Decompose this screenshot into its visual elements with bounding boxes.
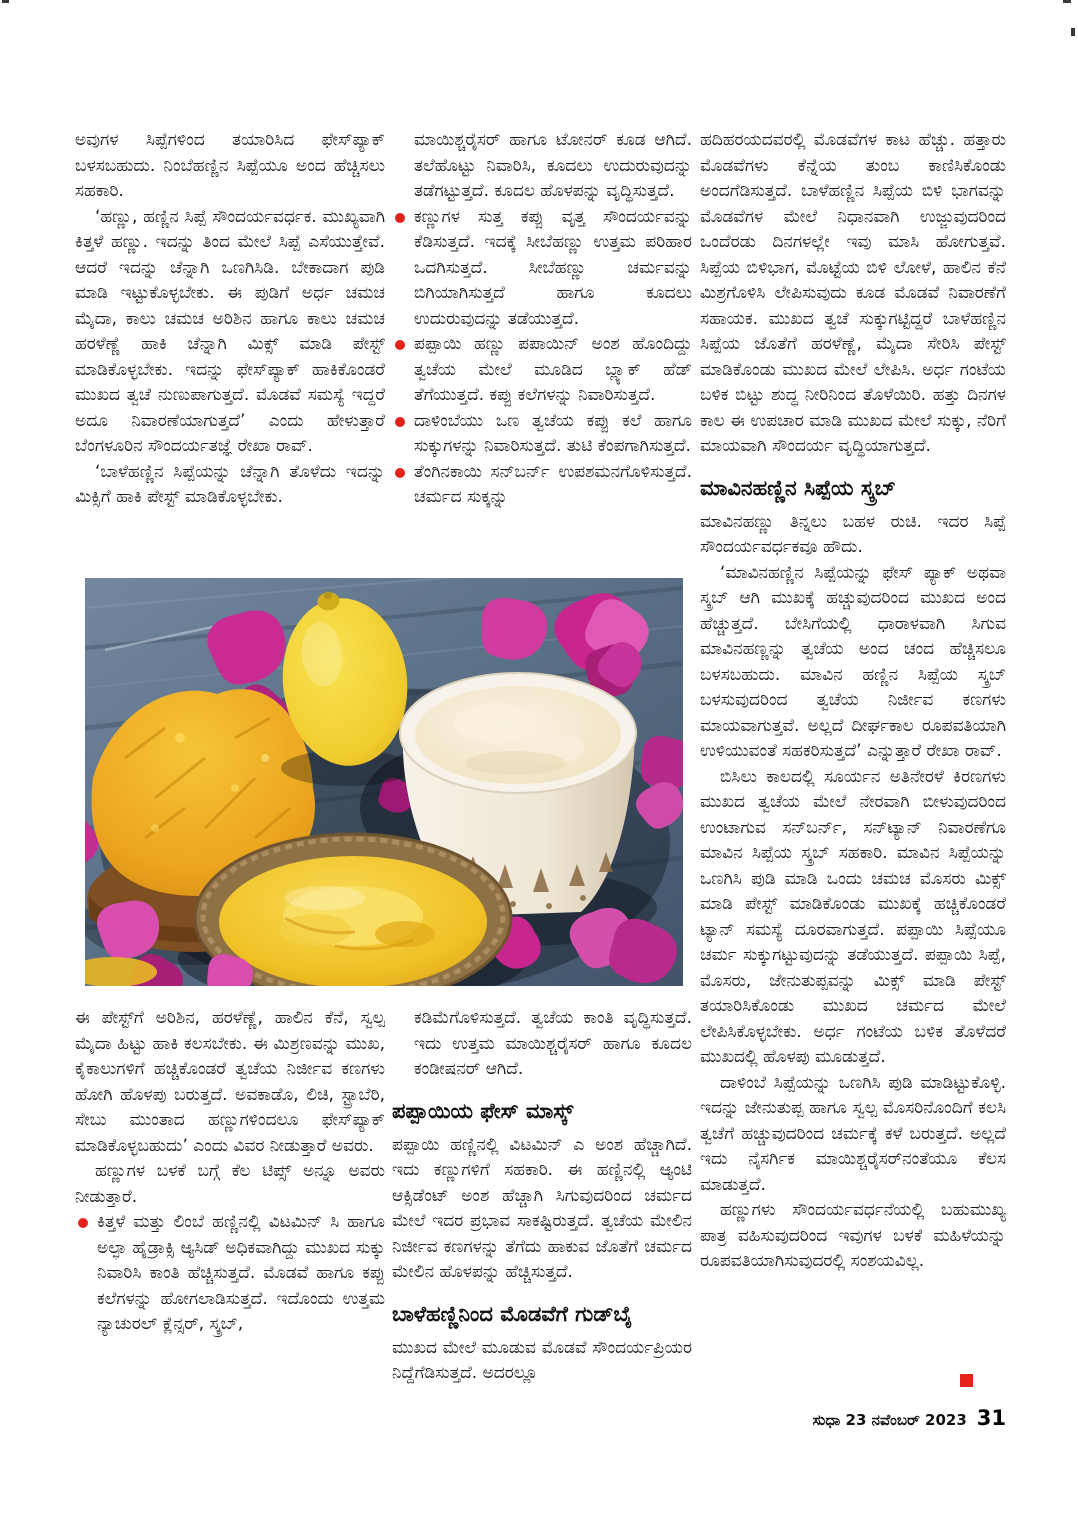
body-paragraph: ಹದಿಹರಯದವರಲ್ಲಿ ಮೊಡವೆಗಳ ಕಾಟ ಹೆಚ್ಚು. ಹತ್ತಾರು ಮೊಡವೆಗಳು ಕೆನ್ನೆಯ ತುಂಬ ಕಾಣಿಸಿಕೊಂಡು ಅಂದಗೆಡಿಸುತ್ತದೆ. ಬಾಳೆಹಣ್ಣಿನ ಸಿಪ್ಪೆಯ ಬಿಳಿ ಭಾಗವನ್ನು ಮೊಡವೆಗಳ ಮೇಲೆ ನಿಧಾನವಾಗಿ ಉಜ್ಜುವುದರಿಂದ ಒಂದೆರಡು ದಿನಗಳಲ್ಲೇ ಇವು ಮಾಸಿ ಹೋಗುತ್ತವೆ. ಸಿಪ್ಪೆಯ ಬಿಳಿಭಾಗ, ಮೊಟ್ಟೆಯ ಬಿಳಿ ಲೋಳೆ, ಹಾಲಿನ ಕೆನೆ ಮಿಶ್ರಗೊಳಿಸಿ ಲೇಪಿಸುವುದು ಕೂಡ ಮೊಡವೆ ನಿವಾರಣೆಗೆ ಸಹಾಯಕ. ಮುಖದ ತ್ವಚೆ ಸುಕ್ಕುಗಟ್ಟಿದ್ದರೆ ಬಾಳೆಹಣ್ಣಿನ ಸಿಪ್ಪೆಯ ಜೊತೆಗೆ ಹರಳೆಣ್ಣೆ, ಮೈದಾ ಸೇರಿಸಿ ಪೇಸ್ಟ್ ಮಾಡಿಕೊಂಡು ಮುಖದ ಮೇಲೆ ಲೇಪಿಸಿ. ಅರ್ಧ ಗಂಟೆಯ ಬಳಿಕ ಬಿಟ್ಟು ಶುದ್ಧ ನೀರಿನಿಂದ ತೊಳೆಯಿರಿ. ಹತ್ತು ದಿನಗಳ ಕಾಲ ಈ ಉಪಚಾರ ಮಾಡಿ ಮುಖದ ಮೇಲೆ ಸುಕ್ಕು, ನೆರಿಗೆ ಮಾಯವಾಗಿ ಸೌಂದರ್ಯ ವೃದ್ಧಿಯಾಗುತ್ತದೆ. (700, 130, 1006, 456)
column-left-bottom (75, 1006, 385, 1418)
bullet-item (392, 332, 692, 409)
bullet-text: ಕಿತ್ತಳೆ ಮತ್ತು ಲಿಂಬೆ ಹಣ್ಣಿನಲ್ಲಿ ವಿಟಮಿನ್ ಸಿ ಹಾಗೂ ಅಲ್ಫಾ ಹೈಡ್ರಾಕ್ಸಿ ಆ್ಯಸಿಡ್ ಅಧಿಕವಾಗಿದ್ದು ಮುಖದ ಸುಕ್ಕು ನಿವಾರಿಸಿ ಕಾಂತಿ ಹೆಚ್ಚಿಸುತ್ತದೆ. ಮೊಡವೆ ಹಾಗೂ ಕಪ್ಪು ಕಲೆಗಳನ್ನು ಹೋಗಲಾಡಿಸುತ್ತದೆ. ಇದೊಂದು ಉತ್ತಮ ನ್ಯಾಚುರಲ್ ಕ್ಲೆನ್ಸರ್, ಸ್ಕ್ರಬ್, (97, 1212, 385, 1334)
bullet-dot-icon (395, 213, 405, 223)
bullet-text: ತೆಂಗಿನಕಾಯಿ ಸನ್‌ಬರ್ನ್ ಉಪಶಮನಗೊಳಿಸುತ್ತದೆ. ಚರ್ಮದ ಸುಕ್ಕನ್ನು (414, 461, 692, 507)
body-paragraph: ಹಣ್ಣುಗಳು ಸೌಂದರ್ಯವರ್ಧನೆಯಲ್ಲಿ ಬಹುಮುಖ್ಯ ಪಾತ್ರ ವಹಿಸುವುದರಿಂದ ಇವುಗಳ ಬಳಕೆ ಮಹಿಳೆಯನ್ನು ರೂಪವತಿಯಾಗಿಸುವುದರಲ್ಲಿ ಸಂಶಯವಿಲ್ಲ. (700, 1200, 1006, 1271)
body-paragraph: ಬಿಸಿಲು ಕಾಲದಲ್ಲಿ ಸೂರ್ಯನ ಅತಿನೇರಳೆ ಕಿರಣಗಳು ಮುಖದ ತ್ವಚೆಯ ಮೇಲೆ ನೇರವಾಗಿ ಬೀಳುವುದರಿಂದ ಉಂಟಾಗುವ ಸನ್‌ಬರ್ನ್, ಸನ್‌ಟ್ಯಾನ್ ನಿವಾರಣೆಗೂ ಮಾವಿನ ಸಿಪ್ಪೆಯ ಸ್ಕ್ರಬ್ ಸಹಕಾರಿ. ಮಾವಿನ ಸಿಪ್ಪೆಯನ್ನು ಒಣಗಿಸಿ ಪುಡಿ ಮಾಡಿ ಒಂದು ಚಮಚ ಮೊಸರು ಮಿಕ್ಸ್ ಮಾಡಿ ಪೇಸ್ಟ್ ಮಾಡಿಕೊಂಡು ಮುಖಕ್ಕೆ ಹಚ್ಚಿಕೊಂಡರೆ ಟ್ಯಾನ್ ಸಮಸ್ಯೆ ದೂರವಾಗುತ್ತದೆ. ಪಪ್ಪಾಯಿ ಸಿಪ್ಪೆಯೂ ಚರ್ಮ ಸುಕ್ಕುಗಟ್ಟುವುದನ್ನು ತಡೆಯುತ್ತದೆ. ಪಪ್ಪಾಯಿ ಸಿಪ್ಪೆ, ಮೊಸರು, ಜೇನುತುಪ್ಪವನ್ನು ಮಿಕ್ಸ್ ಮಾಡಿ ಪೇಸ್ಟ್ ತಯಾರಿಸಿಕೊಂಡು ಮುಖದ ಚರ್ಮದ ಮೇಲೆ ಲೇಪಿಸಿಕೊಳ್ಳಬೇಕು. ಅರ್ಧ ಗಂಟೆಯ ಬಳಿಕ ತೊಳೆದರೆ ಮುಖದಲ್ಲಿ ಹೊಳಪು ಮೂಡುತ್ತದೆ. (700, 766, 1006, 1067)
column-left-top (75, 128, 385, 578)
footer-magazine-date: ಸುಧಾ 23 ನವೆಂಬರ್ 2023 (812, 1411, 967, 1429)
crop-mark (2, 0, 9, 3)
bullet-dot-icon (395, 340, 405, 350)
bullet-dot-icon (395, 468, 405, 478)
bullet-item (75, 1210, 385, 1338)
section-heading-banana-pimple-goodbye: ಬಾಳೆಹಣ್ಣಿನಿಂದ ಮೊಡವೆಗೆ ಗುಡ್‌ಬೈ (392, 1301, 633, 1326)
body-paragraph: ಹಣ್ಣುಗಳ ಬಳಕೆ ಬಗ್ಗೆ ಕೆಲ ಟಿಪ್ಸ್ ಅನ್ನೂ ಅವರು ನೀಡುತ್ತಾರೆ. (75, 1161, 385, 1207)
body-paragraph: ಈ ಪೇಸ್ಟ್‌ಗೆ ಅರಿಶಿನ, ಹರಳೆಣ್ಣೆ, ಹಾಲಿನ ಕೆನೆ, ಸ್ವಲ್ಪ ಮೈದಾ ಹಿಟ್ಟು ಹಾಕಿ ಕಲಸಬೇಕು. ಈ ಮಿಶ್ರಣವನ್ನು ಮುಖ, ಕೈಕಾಲುಗಳಿಗೆ ಹಚ್ಚಿಕೊಂಡರೆ ತ್ವಚೆಯ ನಿರ್ಜೀವ ಕಣಗಳು ಹೋಗಿ ಹೊಳಪು ಬರುತ್ತದೆ. ಅವಕಾಡೊ, ಲಿಚಿ, ಸ್ಟ್ರಾಬೆರಿ, ಸೇಬು ಮುಂತಾದ ಹಣ್ಣುಗಳಿಂದಲೂ ಫೇಸ್‌ಪ್ಯಾಕ್ ಮಾಡಿಕೊಳ್ಳಬಹುದು’ ಎಂದು ವಿವರ ನೀಡುತ್ತಾರೆ ಅವರು. (75, 1008, 385, 1156)
body-paragraph: ಪಪ್ಪಾಯಿ ಹಣ್ಣಿನಲ್ಲಿ ವಿಟಮಿನ್ ಎ ಅಂಶ ಹೆಚ್ಚಾಗಿದೆ. ಇದು ಕಣ್ಣುಗಳಿಗೆ ಸಹಕಾರಿ. ಈ ಹಣ್ಣಿನಲ್ಲಿ ಆ್ಯಂಟಿ ಆಕ್ಸಿಡೆಂಟ್ ಅಂಶ ಹೆಚ್ಚಾಗಿ ಸಿಗುವುದರಿಂದ ಚರ್ಮದ ಮೇಲೆ ಇದರ ಪ್ರಭಾವ ಸಾಕಷ್ಟಿರುತ್ತದೆ. ತ್ವಚೆಯ ಮೇಲಿನ ನಿರ್ಜೀವ ಕಣಗಳನ್ನು ತೆಗೆದು ಹಾಕುವ ಜೊತೆಗೆ ಚರ್ಮದ ಮೇಲಿನ ಹೊಳಪನ್ನು ಹೆಚ್ಚಿಸುತ್ತದೆ. (392, 1134, 692, 1282)
crop-mark (1063, 0, 1071, 3)
body-paragraph: ‘ಮಾವಿನಹಣ್ಣಿನ ಸಿಪ್ಪೆಯನ್ನು ಫೇಸ್ ಪ್ಯಾಕ್ ಅಥವಾ ಸ್ಕ್ರಬ್ ಆಗಿ ಮುಖಕ್ಕೆ ಹಚ್ಚುವುದರಿಂದ ಮುಖದ ಅಂದ ಹೆಚ್ಚುತ್ತದೆ. ಬೇಸಿಗೆಯಲ್ಲಿ ಧಾರಾಳವಾಗಿ ಸಿಗುವ ಮಾವಿನಹಣ್ಣನ್ನು ತ್ವಚೆಯ ಅಂದ ಚಂದ ಹೆಚ್ಚಿಸಲೂ ಬಳಸಬಹುದು. ಮಾವಿನ ಹಣ್ಣಿನ ಸಿಪ್ಪೆಯ ಸ್ಕ್ರಬ್ ಬಳಸುವುದರಿಂದ ತ್ವಚೆಯ ನಿರ್ಜೀವ ಕಣಗಳು ಮಾಯವಾಗುತ್ತವೆ. ಅಲ್ಲದೆ ದೀರ್ಘಕಾಲ ರೂಪವತಿಯಾಗಿ ಉಳಿಯುವಂತೆ ಸಹಕರಿಸುತ್ತದೆ’ ಎನ್ನುತ್ತಾರೆ ರೇಖಾ ರಾವ್. (700, 562, 1006, 761)
column-middle-bottom (392, 1006, 692, 1418)
body-paragraph: ದಾಳಿಂಬೆ ಸಿಪ್ಪೆಯನ್ನು ಒಣಗಿಸಿ ಪುಡಿ ಮಾಡಿಟ್ಟುಕೊಳ್ಳಿ. ಇದನ್ನು ಜೇನುತುಪ್ಪ ಹಾಗೂ ಸ್ವಲ್ಪ ಮೊಸರಿನೊಂದಿಗೆ ಕಲಸಿ ತ್ವಚೆಗೆ ಹಚ್ಚುವುದರಿಂದ ಚರ್ಮಕ್ಕೆ ಕಳೆ ಬರುತ್ತದೆ. ಅಲ್ಲದೆ ಇದು ನೈಸರ್ಗಿಕ ಮಾಯಿಶ್ಚರೈಸರ್‌ನಂತೆಯೂ ಕೆಲಸ ಮಾಡುತ್ತದೆ. (700, 1072, 1006, 1195)
column-right (700, 128, 1006, 1396)
crop-mark (1071, 28, 1075, 36)
body-paragraph: ಕಡಿಮೆಗೊಳಿಸುತ್ತದೆ. ತ್ವಚೆಯ ಕಾಂತಿ ವೃದ್ಧಿಸುತ್ತದೆ. ಇದು ಉತ್ತಮ ಮಾಯಿಶ್ಚರೈಸರ್ ಹಾಗೂ ಕೂದಲ ಕಂಡೀಷನರ್ ಆಗಿದೆ. (414, 1008, 692, 1079)
page-footer (700, 1406, 1006, 1430)
section-heading-papaya-face-mask: ಪಪ್ಪಾಯಿಯ ಫೇಸ್ ಮಾಸ್ಕ್ (392, 1098, 574, 1123)
body-paragraph: ‘ಹಣ್ಣು, ಹಣ್ಣಿನ ಸಿಪ್ಪೆ ಸೌಂದರ್ಯವರ್ಧಕ. ಮುಖ್ಯವಾಗಿ ಕಿತ್ತಳೆ ಹಣ್ಣು. ಇದನ್ನು ತಿಂದ ಮೇಲೆ ಸಿಪ್ಪೆ ಎಸೆಯುತ್ತೇವೆ. ಆದರೆ ಇದನ್ನು ಚೆನ್ನಾಗಿ ಒಣಗಿಸಿಡಿ. ಬೇಕಾದಾಗ ಪುಡಿ ಮಾಡಿ ಇಟ್ಟುಕೊಳ್ಳಬೇಕು. ಈ ಪುಡಿಗೆ ಅರ್ಧ ಚಮಚ ಮೈದಾ, ಕಾಲು ಚಮಚ ಅರಿಶಿನ ಹಾಗೂ ಕಾಲು ಚಮಚ ಹರಳೆಣ್ಣೆ ಹಾಕಿ ಚೆನ್ನಾಗಿ ಮಿಕ್ಸ್ ಮಾಡಿ ಪೇಸ್ಟ್ ಮಾಡಿಕೊಳ್ಳಬೇಕು. ಇದನ್ನು ಫೇಸ್‌ಪ್ಯಾಕ್ ಹಾಕಿಕೊಂಡರೆ ಮುಖದ ತ್ವಚೆ ನುಣುಪಾಗುತ್ತದೆ. ಮೊಡವೆ ಸಮಸ್ಯೆ ಇದ್ದರೆ ಅದೂ ನಿವಾರಣೆಯಾಗುತ್ತದೆ’ ಎಂದು ಹೇಳುತ್ತಾರೆ ಬೆಂಗಳೂರಿನ ಸೌಂದರ್ಯತಜ್ಞೆ ರೇಖಾ ರಾವ್. (75, 206, 385, 456)
body-paragraph: ಅವುಗಳ ಸಿಪ್ಪೆಗಳಿಂದ ತಯಾರಿಸಿದ ಫೇಸ್‌ಪ್ಯಾಕ್ ಬಳಸಬಹುದು. ನಿಂಬೆಹಣ್ಣಿನ ಸಿಪ್ಪೆಯೂ ಅಂದ ಹೆಚ್ಚಿಸಲು ಸಹಕಾರಿ. (75, 130, 385, 201)
bullet-text: ಕಣ್ಣುಗಳ ಸುತ್ತ ಕಪ್ಪು ವೃತ್ತ ಸೌಂದರ್ಯವನ್ನು ಕೆಡಿಸುತ್ತದೆ. ಇದಕ್ಕೆ ಸೀಬೆಹಣ್ಣು ಉತ್ತಮ ಪರಿಹಾರ ಒದಗಿಸುತ್ತದೆ. ಸೀಬೆಹಣ್ಣು ಚರ್ಮವನ್ನು ಬಿಗಿಯಾಗಿಸುತ್ತದೆ ಹಾಗೂ ಕೂದಲು ಉದುರುವುದನ್ನು ತಡೆಯುತ್ತದೆ. (414, 206, 692, 329)
body-paragraph: ಮಾಯಿಶ್ಚರೈಸರ್ ಹಾಗೂ ಟೋನರ್ ಕೂಡ ಆಗಿದೆ. ತಲೆಹೊಟ್ಟು ನಿವಾರಿಸಿ, ಕೂದಲು ಉದುರುವುದನ್ನು ತಡೆಗಟ್ಟುತ್ತದೆ. ಕೂದಲ ಹೊಳಪನ್ನು ವೃದ್ಧಿಸುತ್ತದೆ. (414, 130, 692, 201)
article-photo (85, 578, 683, 986)
bullet-item (392, 460, 692, 511)
bullet-dot-icon (395, 417, 405, 427)
body-paragraph: ಮಾವಿನಹಣ್ಣು ತಿನ್ನಲು ಬಹಳ ರುಚಿ. ಇದರ ಸಿಪ್ಪೆ ಸೌಂದರ್ಯವರ್ಧಕವೂ ಹೌದು. (700, 511, 1006, 557)
bullet-text: ದಾಳಿಂಬೆಯು ಒಣ ತ್ವಚೆಯ ಕಪ್ಪು ಕಲೆ ಹಾಗೂ ಸುಕ್ಕುಗಳನ್ನು ನಿವಾರಿಸುತ್ತದೆ. ತುಟಿ ಕೆಂಪಗಾಗಿಸುತ್ತದೆ. (414, 410, 692, 456)
photo-illustration (85, 578, 683, 986)
bullet-item (392, 205, 692, 333)
body-paragraph: ‘ಬಾಳೆಹಣ್ಣಿನ ಸಿಪ್ಪೆಯನ್ನು ಚೆನ್ನಾಗಿ ತೊಳೆದು ಇದನ್ನು ಮಿಕ್ಸಿಗೆ ಹಾಕಿ ಪೇಸ್ಟ್ ಮಾಡಿಕೊಳ್ಳಬೇಕು. (75, 461, 385, 507)
bullet-item (392, 409, 692, 460)
bullet-dot-icon (78, 1218, 88, 1228)
body-paragraph: ಮುಖದ ಮೇಲೆ ಮೂಡುವ ಮೊಡವೆ ಸೌಂದರ್ಯಪ್ರಿಯರ ನಿದ್ದೆಗೆಡಿಸುತ್ತದೆ. ಅದರಲ್ಲೂ (392, 1337, 692, 1383)
column-middle-top (392, 128, 692, 578)
footer-page-number: 31 (976, 1406, 1006, 1430)
section-heading-mango-peel-scrub: ಮಾವಿನಹಣ್ಣಿನ ಸಿಪ್ಪೆಯ ಸ್ಕ್ರಬ್ (700, 475, 896, 500)
bullet-text: ಪಪ್ಪಾಯಿ ಹಣ್ಣು ಪಪಾಯಿನ್ ಅಂಶ ಹೊಂದಿದ್ದು ತ್ವಚೆಯ ಮೇಲೆ ಮೂಡಿದ ಬ್ಲ್ಯಾಕ್ ಹೆಡ್ ತೆಗೆಯುತ್ತದೆ. ಕಪ್ಪು ಕಲೆಗಳನ್ನು ನಿವಾರಿಸುತ್ತದೆ. (414, 334, 692, 405)
article-end-square (960, 1374, 973, 1387)
